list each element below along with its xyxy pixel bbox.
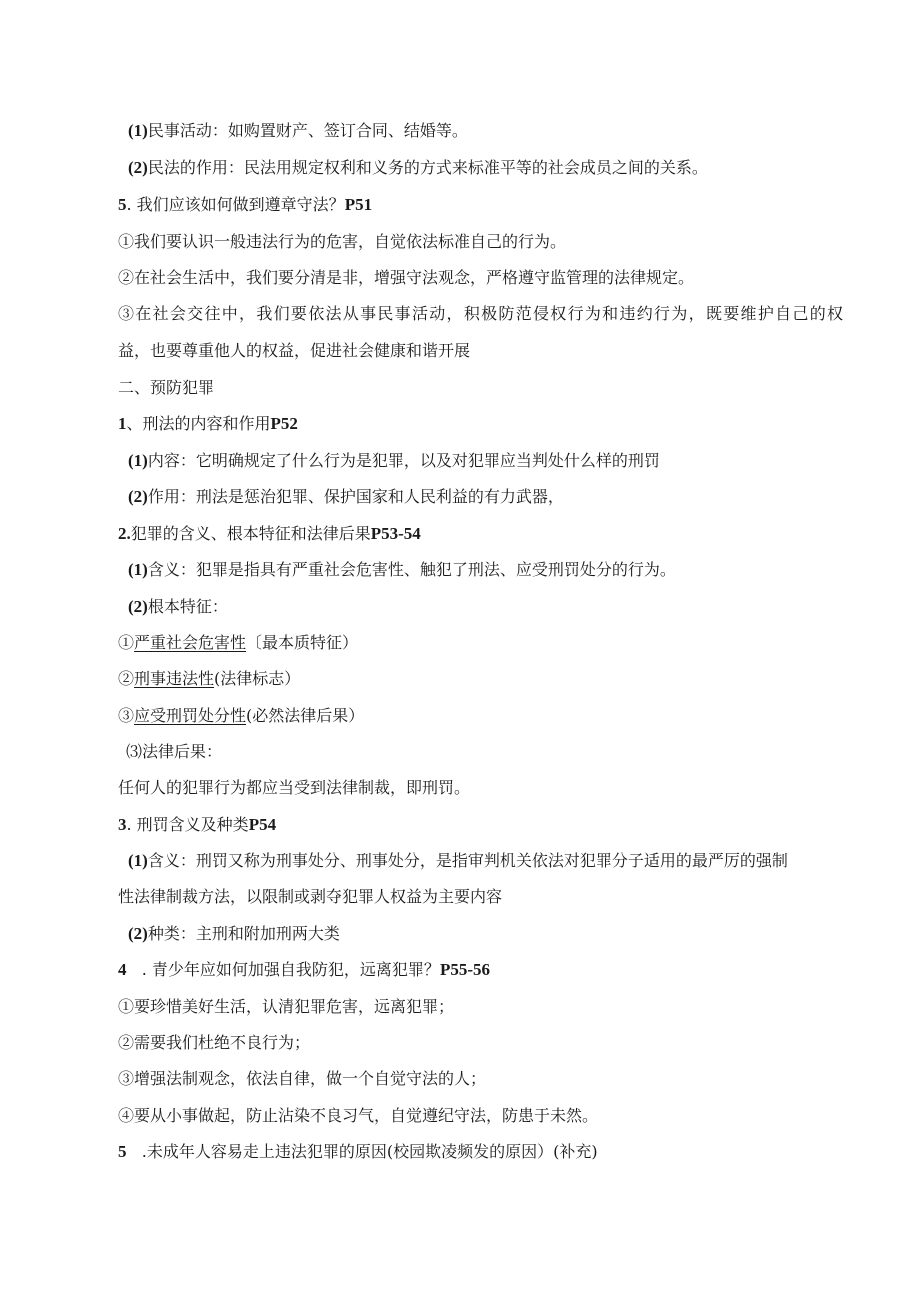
list-item: ②在社会生活中，我们要分清是非，增强守法观念，严格遵守监管理的法律规定。 — [118, 268, 695, 287]
list-item: ③在社会交往中，我们要依法从事民事活动，积极防范侵权行为和违约行为，既要维护自己的权 — [118, 304, 843, 323]
list-item: ②需要我们杜绝不良行为； — [118, 1033, 311, 1052]
heading-text: 犯罪的含义、根本特征和法律后果 — [130, 524, 371, 543]
civil-law-role-line — [128, 158, 708, 178]
item-text: 含义：刑罚又称为刑事处分、刑事处分，是指审判机关依法对犯罪分子适用的最严厉的强制 — [147, 851, 788, 870]
page-reference: P53-54 — [370, 524, 421, 543]
feature-item — [118, 669, 300, 689]
section-heading-3 — [118, 815, 276, 835]
item-number: (2) — [128, 597, 148, 616]
section-heading-1 — [118, 414, 298, 434]
heading-number: 4 — [118, 960, 127, 979]
list-item: ③增强法制观念，依法自律，做一个自觉守法的人； — [118, 1069, 487, 1088]
list-item: ④要从小事做起，防止沾染不良习气，自觉遵纪守法，防患于未然。 — [118, 1106, 599, 1125]
criminal-law-role-line — [128, 487, 564, 507]
item-number: (2) — [128, 924, 148, 943]
penalty-types-line — [128, 924, 340, 944]
feature-marker: ① — [118, 633, 135, 652]
civil-activity-line — [128, 121, 468, 141]
feature-marker: ② — [118, 669, 135, 688]
item-number: (2) — [128, 487, 148, 506]
feature-note: (必然法律后果） — [246, 706, 365, 725]
heading-number: 5 — [118, 1142, 127, 1161]
item-text: 根本特征： — [147, 597, 228, 616]
feature-marker: ③ — [118, 706, 135, 725]
criminal-law-content-line — [128, 451, 660, 471]
item-number: (1) — [128, 851, 148, 870]
heading-number: 1 — [118, 414, 127, 433]
penalty-meaning-continuation: 性法律制裁方法，以限制或剥夺犯罪人权益为主要内容 — [118, 887, 503, 906]
item-text: 含义：犯罪是指具有严重社会危害性、触犯了刑法、应受刑罚处分的行为。 — [147, 560, 676, 579]
item-number: (1) — [128, 560, 148, 579]
item-text: 种类：主刑和附加刑两大类 — [147, 924, 340, 943]
feature-note: 〔最本质特征） — [246, 633, 359, 652]
section-heading-5 — [118, 195, 372, 215]
item-number: (2) — [128, 158, 148, 177]
feature-term: 应受刑罚处分性 — [134, 706, 247, 725]
heading-text: .未成年人容易走上违法犯罪的原因(校园欺凌频发的原因）(补充) — [126, 1142, 598, 1161]
heading-text: 、刑法的内容和作用 — [126, 414, 271, 433]
item-text: 民事活动：如购置财产、签订合同、结婚等。 — [147, 121, 468, 140]
list-item: ①我们要认识一般违法行为的危害，自觉依法标准自己的行为。 — [118, 232, 567, 251]
item-number: (1) — [128, 451, 148, 470]
heading-number: 3 — [118, 815, 127, 834]
crime-features-line — [128, 597, 228, 617]
heading-number: 5 — [118, 195, 127, 214]
feature-note: (法律标志） — [214, 669, 301, 688]
page-reference: P52 — [270, 414, 298, 433]
heading-number: 2. — [118, 524, 131, 543]
item-text: 民法的作用：民法用规定权利和义务的方式来标准平等的社会成员之间的关系。 — [147, 158, 708, 177]
heading-text: . 青少年应如何加强自我防犯，远离犯罪？ — [126, 960, 440, 979]
page-reference: P55-56 — [439, 960, 490, 979]
heading-text: . 我们应该如何做到遵章守法？ — [126, 195, 345, 214]
feature-item — [118, 633, 358, 653]
list-item: ①要珍惜美好生活，认清犯罪危害，远离犯罪； — [118, 997, 455, 1016]
item-text: 内容：它明确规定了什么行为是犯罪，以及对犯罪应当判处什么样的刑罚 — [147, 451, 660, 470]
section-heading-5-supplement — [118, 1142, 598, 1162]
heading-text: . 刑罚含义及种类 — [126, 815, 249, 834]
penalty-meaning-line — [128, 851, 788, 871]
item-text: 作用：刑法是惩治犯罪、保护国家和人民利益的有力武器， — [147, 487, 564, 506]
item-number: (1) — [128, 121, 148, 140]
crime-meaning-line — [128, 560, 676, 580]
feature-term: 严重社会危害性 — [134, 633, 247, 652]
legal-consequence-heading: ⑶法律后果： — [126, 742, 223, 761]
section-heading-2 — [118, 524, 421, 544]
feature-term: 刑事违法性 — [134, 669, 215, 688]
page-reference: P54 — [248, 815, 277, 834]
legal-consequence-text: 任何人的犯罪行为都应当受到法律制裁，即刑罚。 — [118, 778, 471, 797]
list-item-continuation: 益，也要尊重他人的权益，促进社会健康和谐开展 — [118, 341, 471, 360]
feature-item — [118, 706, 364, 726]
section-title-prevent-crime: 二、预防犯罪 — [118, 378, 215, 397]
page-reference: P51 — [344, 195, 373, 214]
section-heading-4 — [118, 960, 490, 980]
